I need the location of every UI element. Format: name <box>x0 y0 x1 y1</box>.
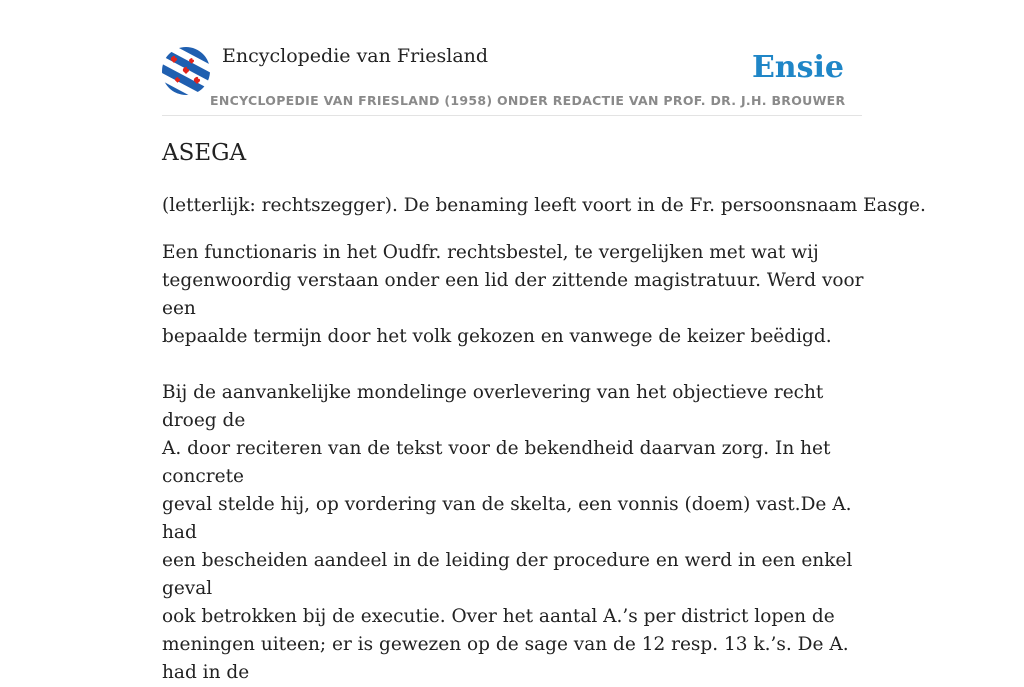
site-header <box>162 0 862 116</box>
document-page <box>162 0 926 683</box>
page-title: ASEGA <box>162 140 247 166</box>
ensie-logo[interactable]: Ensie <box>751 50 844 85</box>
frisian-flag-icon[interactable] <box>162 47 210 95</box>
site-subtitle: ENCYCLOPEDIE VAN FRIESLAND (1958) ONDER REDACTIE VAN PROF. DR. J.H. BROUWER <box>210 93 846 108</box>
article-paragraph-intro: (letterlijk: rechtszegger). De benaming leeft voort in de Fr. persoonsnaam Easge. <box>162 195 926 216</box>
article-paragraph-body: Een functionaris in het Oudfr. rechtsbestel, te vergelijken met wat wij tegenwoordig verstaan onder een lid der zittende magistratuur. Werd voor een bepaalde termijn door het volk gekozen en vanwege de keizer beëdigd. Bij de aanvankelijke mondelinge overlevering van het objectieve recht droeg de A. door reciteren van de tekst voor de bekendheid daarvan zorg. In het concrete geval stelde hij, op vordering van de skelta, een vonnis (doem) vast.De A. had een bescheiden aandeel in de leiding der procedure en werd in een enkel geval ook betrokken bij de executie. Over het aantal A.’s per district lopen de meningen uiteen; er is gewezen op de sage van de 12 resp. 13 k.’s. De A. had in de <box>162 242 864 683</box>
site-title[interactable]: Encyclopedie van Friesland <box>222 45 489 67</box>
